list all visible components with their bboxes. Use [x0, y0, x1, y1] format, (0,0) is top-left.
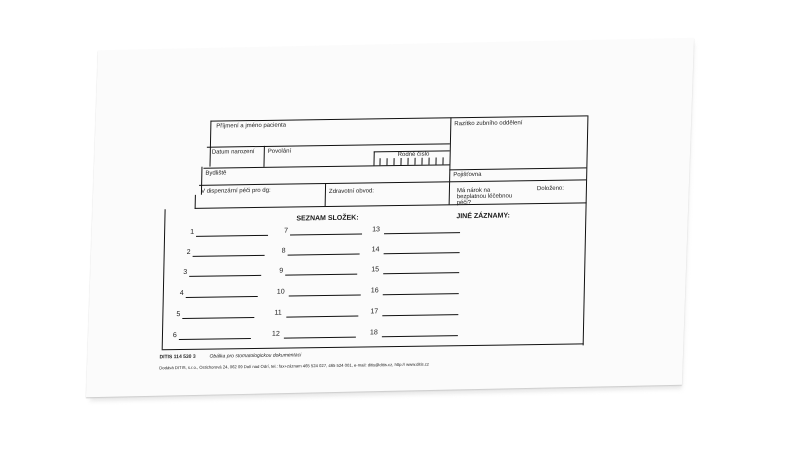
line-number-8: 8 — [281, 247, 286, 255]
entry-line-6[interactable] — [179, 338, 251, 340]
frame-left-upper — [209, 121, 211, 167]
line-number-6: 6 — [172, 332, 177, 340]
birth-number-cell-divider — [400, 158, 401, 165]
entry-line-14[interactable] — [384, 252, 460, 254]
birth-number-cell-divider — [428, 158, 429, 165]
form-code: DITIS 114 530 3 — [159, 353, 196, 361]
entry-line-13[interactable] — [384, 232, 460, 234]
entry-line-3[interactable] — [189, 275, 261, 277]
frame-left-mid2 — [195, 195, 196, 209]
line-number-4: 4 — [179, 290, 184, 298]
entry-line-5[interactable] — [182, 317, 254, 319]
line-number-18: 18 — [369, 329, 378, 337]
line-number-10: 10 — [276, 288, 285, 296]
birth-number-cell-divider — [442, 157, 443, 164]
entry-line-8[interactable] — [288, 254, 360, 256]
row-line-stamp — [449, 167, 586, 170]
frame-left-lower — [162, 209, 166, 349]
dept-stamp-label: Razítko zubního oddělení — [454, 120, 523, 128]
line-number-5: 5 — [176, 311, 181, 319]
occupation-label: Povolání — [267, 148, 292, 155]
line-number-15: 15 — [371, 266, 380, 274]
line-number-11: 11 — [274, 309, 282, 317]
entry-line-2[interactable] — [193, 255, 265, 257]
entry-line-15[interactable] — [383, 272, 459, 274]
line-number-14: 14 — [371, 246, 380, 254]
birth-date-label: Datum narození — [211, 149, 255, 156]
birth-number-cells — [5, 0, 800, 6]
divider-dispensary — [325, 183, 326, 206]
insurance-label: Pojišťovna — [453, 171, 482, 179]
entry-line-11[interactable] — [286, 316, 358, 318]
line-number-16: 16 — [370, 287, 379, 295]
entry-line-9[interactable] — [285, 274, 357, 276]
birth-number-cell-divider — [435, 158, 436, 165]
row-line-3 — [199, 179, 586, 185]
patient-name-label: Příjmení a jméno pacienta — [216, 122, 287, 130]
birth-number-cell-divider — [393, 158, 394, 165]
health-district-label: Zdravotní obvod: — [328, 188, 375, 196]
entry-line-1[interactable] — [196, 235, 268, 237]
row-line-1 — [207, 143, 450, 147]
divider-birth-number — [373, 151, 374, 165]
entry-line-16[interactable] — [383, 293, 459, 295]
enclosed-label: Doloženo: — [536, 185, 565, 193]
dispensary-label: V dispenzární péči pro dg: — [200, 187, 271, 195]
line-number-17: 17 — [370, 308, 379, 316]
divider-birth-occupation — [263, 146, 264, 167]
frame-right — [583, 115, 589, 345]
line-number-13: 13 — [372, 226, 380, 234]
entry-line-10[interactable] — [289, 295, 361, 297]
birth-number-cell-divider — [407, 158, 408, 165]
line-number-1: 1 — [190, 228, 195, 236]
birth-number-cell-divider — [421, 158, 422, 165]
entry-line-7[interactable] — [290, 234, 362, 236]
other-records-heading: JINÉ ZÁZNAMY: — [456, 212, 510, 221]
line-number-9: 9 — [279, 267, 284, 275]
entry-line-4[interactable] — [186, 296, 258, 298]
entry-line-17[interactable] — [382, 314, 458, 316]
birth-number-cell-divider — [414, 158, 415, 165]
entry-line-18[interactable] — [382, 335, 458, 337]
birth-number-cell-divider — [379, 158, 380, 165]
birth-number-cell-divider — [386, 158, 387, 165]
entry-line-12[interactable] — [284, 337, 356, 339]
line-number-12: 12 — [271, 330, 280, 338]
residence-label: Bydliště — [205, 170, 227, 177]
publisher-line: Dodává DITIS, s.r.o., Ostichorová 24, 062 09 Dolí nad Odrí, tel.: fax+záznam 465 524 027, 465 524 001, e-mail: ditis@ditis.cz, http:// www.ditis.cz — [159, 361, 430, 371]
folder-list-heading: SEZNAM SLOŽEK: — [296, 214, 359, 223]
stamp-divider — [449, 117, 451, 181]
divider-health-district — [449, 181, 450, 204]
frame-top — [210, 115, 587, 121]
line-number-7: 7 — [284, 227, 289, 235]
line-number-3: 3 — [183, 268, 188, 277]
frame-bottom — [162, 343, 584, 350]
form-title: Obálka pro stomatologickou dokumentaci — [209, 352, 302, 360]
line-number-2: 2 — [186, 248, 191, 256]
birth-number-label: Rodné číslo — [397, 151, 430, 159]
free-care-label: Má nárok na bezplatnou léčebnou péči? — [456, 187, 513, 207]
row-line-2 — [203, 164, 449, 168]
row-line-4 — [195, 202, 587, 208]
